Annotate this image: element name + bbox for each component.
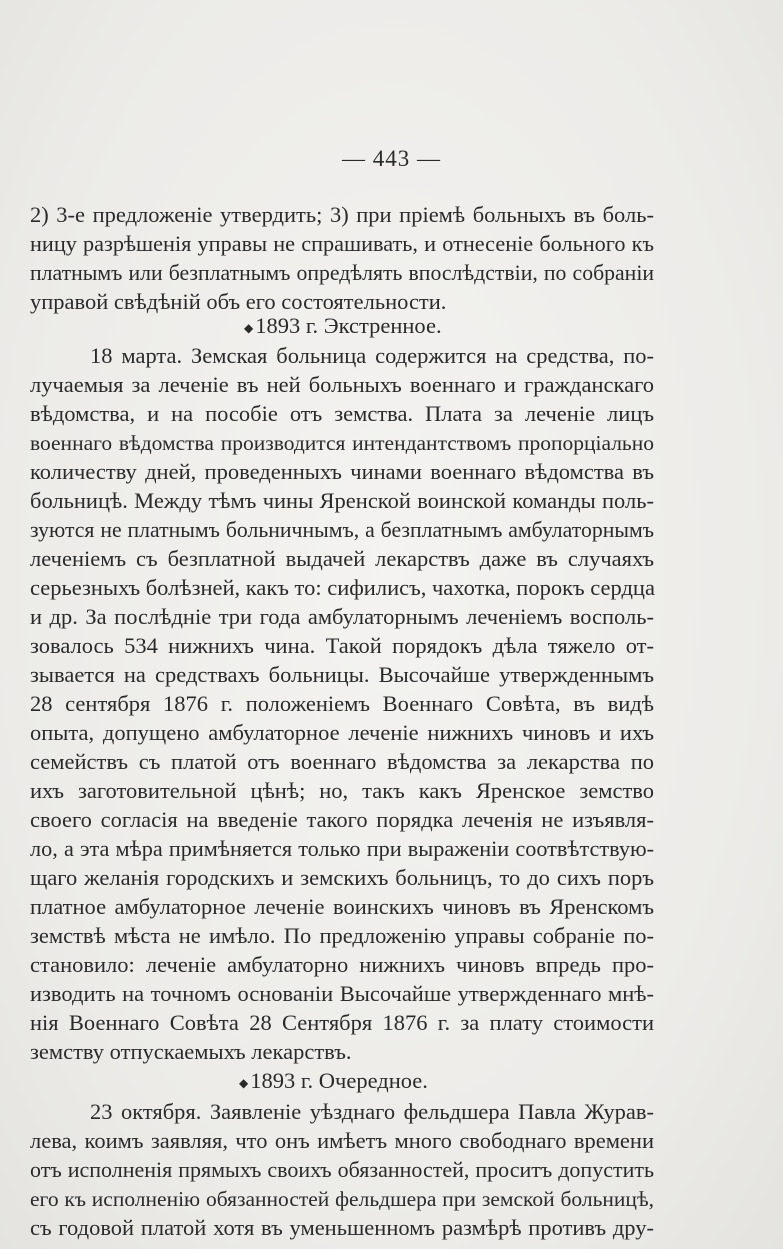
section-heading bbox=[244, 311, 442, 343]
text-line: количеству дней, проведенныхъ чинами военнаго вѣдомства въ bbox=[30, 459, 654, 484]
text-line: и др. За послѣдніе три года амбулаторнымъ леченіемъ восполь- bbox=[30, 604, 654, 629]
text-line: лучаемыя за леченіе въ ней больныхъ военнаго и гражданскаго bbox=[30, 372, 654, 397]
text-line: съ годовой платой хотя въ уменьшенномъ размѣрѣ противъ дру- bbox=[30, 1215, 654, 1240]
text-line: зовалось 534 нижнихъ чина. Такой порядокъ дѣла тяжело от- bbox=[30, 633, 654, 658]
bullet-mark-icon: ◆ bbox=[244, 320, 254, 335]
text-line: опыта, допущено амбулаторное леченіе нижнихъ чиновъ и ихъ bbox=[30, 720, 654, 745]
text-line: военнаго вѣдомства производится интендантствомъ пропорціально bbox=[30, 431, 654, 455]
text-line: серьезныхъ болѣзней, какъ то: сифилисъ, чахотка, порокъ сердца bbox=[30, 575, 655, 600]
text-line: семействъ съ платой отъ военнаго вѣдомства за лекарства по bbox=[30, 749, 654, 774]
heading-text: 1893 г. Очередное. bbox=[250, 1068, 428, 1093]
text-line: ницу разрѣшенія управы не спрашивать, и отнесеніе больного къ bbox=[30, 231, 654, 256]
text-line: зывается на средствахъ больницы. Высочайше утвержденнымъ bbox=[30, 662, 654, 687]
text-line: зуются не платнымъ больничнымъ, а безплатнымъ амбулаторнымъ bbox=[30, 518, 654, 542]
text-line: ихъ заготовительной цѣнѣ; но, такъ какъ Яренское земство bbox=[30, 778, 654, 803]
text-line: управой свѣдѣній объ его состоятельности. bbox=[30, 289, 447, 314]
text-line: лева, коимъ заявляя, что онъ имѣетъ много свободнаго времени bbox=[30, 1128, 654, 1153]
text-line: земствѣ мѣста не имѣло. По предложенію управы собраніе по- bbox=[30, 923, 654, 948]
text-line: больницѣ. Между тѣмъ чины Яренской воинской команды поль- bbox=[30, 488, 654, 513]
text-line: 28 сентября 1876 г. положеніемъ Военнаго Совѣта, въ видѣ bbox=[30, 691, 654, 716]
text-line: 23 октября. Заявленіе уѣзднаго фельдшера Павла Журав- bbox=[90, 1099, 654, 1124]
text-line: ло, а эта мѣра примѣняется только при выраженіи соотвѣтствую- bbox=[30, 836, 654, 861]
text-line: своего согласія на введеніе такого порядка леченія не изъявля- bbox=[30, 807, 654, 832]
text-line: платное амбулаторное леченіе воинскихъ чиновъ въ Яренскомъ bbox=[30, 894, 654, 919]
text-line: земству отпускаемыхъ лекарствъ. bbox=[30, 1039, 352, 1064]
text-line: щаго желанія городскихъ и земскихъ больницъ, то до сихъ поръ bbox=[30, 865, 654, 890]
bullet-mark-icon: ◆ bbox=[239, 1075, 249, 1090]
text-line: платнымъ или безплатнымъ опредѣлять впослѣдствіи, по собраніи bbox=[30, 261, 654, 285]
page-number: — 443 — bbox=[342, 146, 441, 171]
text-line: леченіемъ съ безплатной выдачей лекарствъ даже въ случаяхъ bbox=[30, 546, 654, 571]
text-line: изводить на точномъ основаніи Высочайше утвержденнаго мнѣ- bbox=[30, 981, 654, 1006]
heading-text: 1893 г. Экстренное. bbox=[255, 313, 442, 338]
section-heading bbox=[239, 1066, 428, 1098]
text-line: 18 марта. Земская больница содержится на средства, по- bbox=[90, 343, 654, 368]
text-line: 2) 3-е предложеніе утвердить; 3) при пріемѣ больныхъ въ боль- bbox=[30, 202, 654, 227]
text-line: становило: леченіе амбулаторно нижнихъ чиновъ впредь про- bbox=[30, 952, 654, 977]
text-line: нія Военнаго Совѣта 28 Сентября 1876 г. за плату стоимости bbox=[30, 1010, 654, 1035]
text-line: отъ исполненія прямыхъ своихъ обязанностей, проситъ допустить bbox=[30, 1157, 654, 1182]
text-line: вѣдомства, и на пособіе отъ земства. Плата за леченіе лицъ bbox=[30, 401, 654, 426]
text-line: его къ исполненію обязанностей фельдшера при земской больницѣ, bbox=[30, 1187, 654, 1211]
